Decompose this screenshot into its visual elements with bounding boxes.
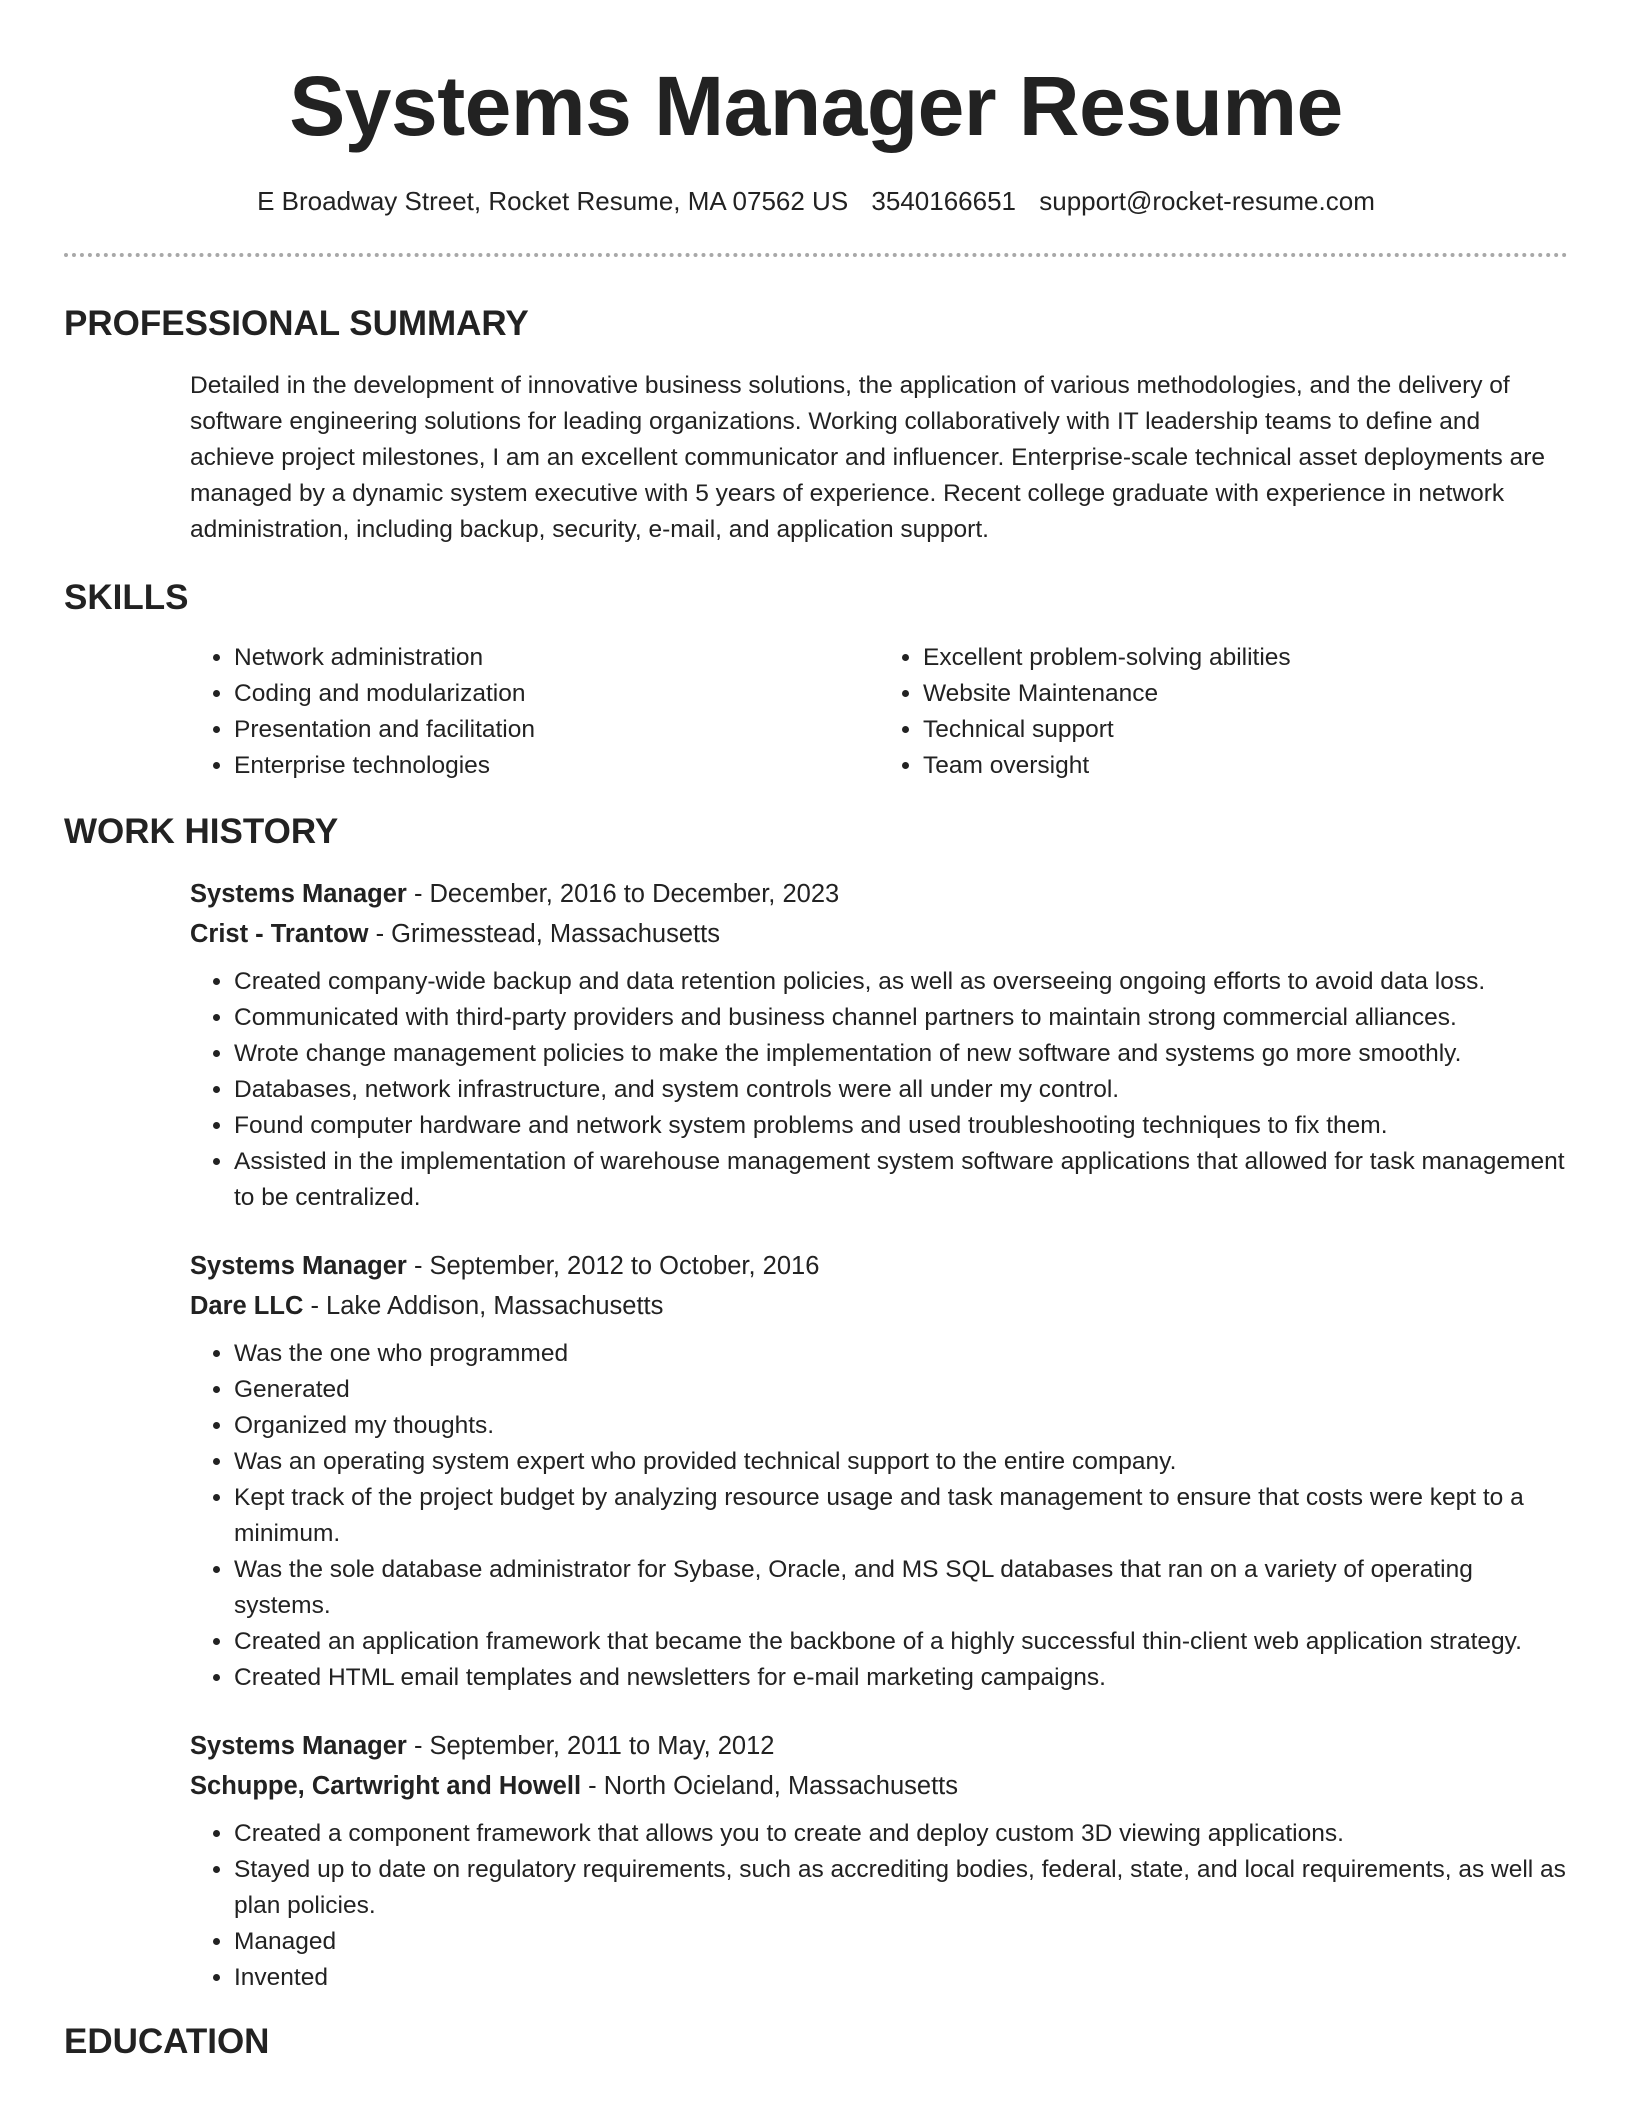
job-title: Systems Manager (190, 880, 407, 908)
job-company: Crist - Trantow (190, 920, 369, 948)
contact-email: support@rocket-resume.com (1039, 186, 1375, 216)
job-bullet: • Stayed up to date on regulatory requirements, such as accrediting bodies, federal, state, and local requirements, as well as plan policies. (234, 1852, 1568, 1924)
job-dates: - September, 2011 to May, 2012 (406, 1732, 775, 1760)
job-bullet-list (190, 1816, 1568, 1996)
skill-item: • Network administration (234, 640, 879, 676)
job-bullet: • Kept track of the project budget by analyzing resource usage and task management to ensure that costs were kept to a minimum. (234, 1480, 1568, 1552)
summary-heading: PROFESSIONAL SUMMARY (64, 304, 529, 343)
skills-columns (190, 640, 1568, 784)
job-company-line (190, 1286, 1568, 1326)
job-bullet: • Organized my thoughts. (234, 1408, 1568, 1444)
job-title-line (190, 1726, 1568, 1766)
work-history-heading: WORK HISTORY (64, 812, 339, 851)
job-bullet-list (190, 964, 1568, 1216)
job-title: Systems Manager (190, 1252, 407, 1280)
job-bullet: • Created a component framework that allows you to create and deploy custom 3D viewing applications. (234, 1816, 1568, 1852)
summary-section (64, 302, 1568, 548)
skill-item: • Presentation and facilitation (234, 712, 879, 748)
skill-item: • Website Maintenance (923, 676, 1568, 712)
skills-heading: SKILLS (64, 578, 189, 617)
skill-item: • Coding and modularization (234, 676, 879, 712)
job-dates: - September, 2012 to October, 2016 (406, 1252, 820, 1280)
job-bullet: • Wrote change management policies to make the implementation of new software and systems go more smoothly. (234, 1036, 1568, 1072)
summary-text: Detailed in the development of innovative business solutions, the application of various methodologies, and the delivery of software engineering solutions for leading organizations. Working collaboratively with IT leadership teams to define and achieve project milestones, I am an excellent communicator and influencer. Enterprise-scale technical asset deployments are managed by a dynamic system executive with 5 years of experience. Recent college graduate with experience in network administration, including backup, security, e-mail, and application support. (190, 372, 1545, 543)
job-location: - Lake Addison, Massachusetts (303, 1292, 664, 1320)
job-location: - North Ocieland, Massachusetts (581, 1772, 959, 1800)
job-bullet: • Generated (234, 1372, 1568, 1408)
job-bullet: • Created HTML email templates and newsletters for e-mail marketing campaigns. (234, 1660, 1568, 1696)
job-bullet: • Databases, network infrastructure, and system controls were all under my control. (234, 1072, 1568, 1108)
job-bullet: • Was the one who programmed (234, 1336, 1568, 1372)
job-bullet: • Was the sole database administrator for Sybase, Oracle, and MS SQL databases that ran on a variety of operating systems. (234, 1552, 1568, 1624)
job-bullet: • Communicated with third-party providers and business channel partners to maintain strong commercial alliances. (234, 1000, 1568, 1036)
skill-item: • Technical support (923, 712, 1568, 748)
skills-list-left (190, 640, 879, 784)
skill-item: • Enterprise technologies (234, 748, 879, 784)
header-divider (64, 253, 1568, 257)
job-entry (190, 1246, 1568, 1696)
job-company-line (190, 914, 1568, 954)
contact-line (64, 184, 1568, 218)
job-company-line (190, 1766, 1568, 1806)
skills-list-right (879, 640, 1568, 784)
job-bullet: • Created company-wide backup and data retention policies, as well as overseeing ongoing efforts to avoid data loss. (234, 964, 1568, 1000)
job-title: Systems Manager (190, 1732, 407, 1760)
education-heading: EDUCATION (64, 2022, 270, 2061)
contact-phone: 3540166651 (871, 186, 1017, 216)
job-bullet: • Assisted in the implementation of warehouse management system software applications that allowed for task management to be centralized. (234, 1144, 1568, 1216)
job-bullet: • Found computer hardware and network system problems and used troubleshooting techniques to fix them. (234, 1108, 1568, 1144)
work-history-section (64, 810, 1568, 1996)
job-bullet: • Was an operating system expert who provided technical support to the entire company. (234, 1444, 1568, 1480)
job-company: Dare LLC (190, 1292, 304, 1320)
job-location: - Grimesstead, Massachusetts (368, 920, 720, 948)
job-bullet: • Managed (234, 1924, 1568, 1960)
job-title-line (190, 874, 1568, 914)
education-section (64, 2020, 1568, 2064)
job-bullet: • Created an application framework that became the backbone of a highly successful thin-client web application strategy. (234, 1624, 1568, 1660)
job-company: Schuppe, Cartwright and Howell (190, 1772, 582, 1800)
skill-item: • Excellent problem-solving abilities (923, 640, 1568, 676)
job-bullet-list (190, 1336, 1568, 1696)
job-title-line (190, 1246, 1568, 1286)
skills-section (64, 576, 1568, 784)
page-title: Systems Manager Resume (289, 59, 1343, 153)
skill-item: • Team oversight (923, 748, 1568, 784)
job-bullet: • Invented (234, 1960, 1568, 1996)
job-entry (190, 874, 1568, 1216)
job-entry (190, 1726, 1568, 1996)
job-dates: - December, 2016 to December, 2023 (406, 880, 840, 908)
contact-address: E Broadway Street, Rocket Resume, MA 07562 US (257, 186, 849, 216)
